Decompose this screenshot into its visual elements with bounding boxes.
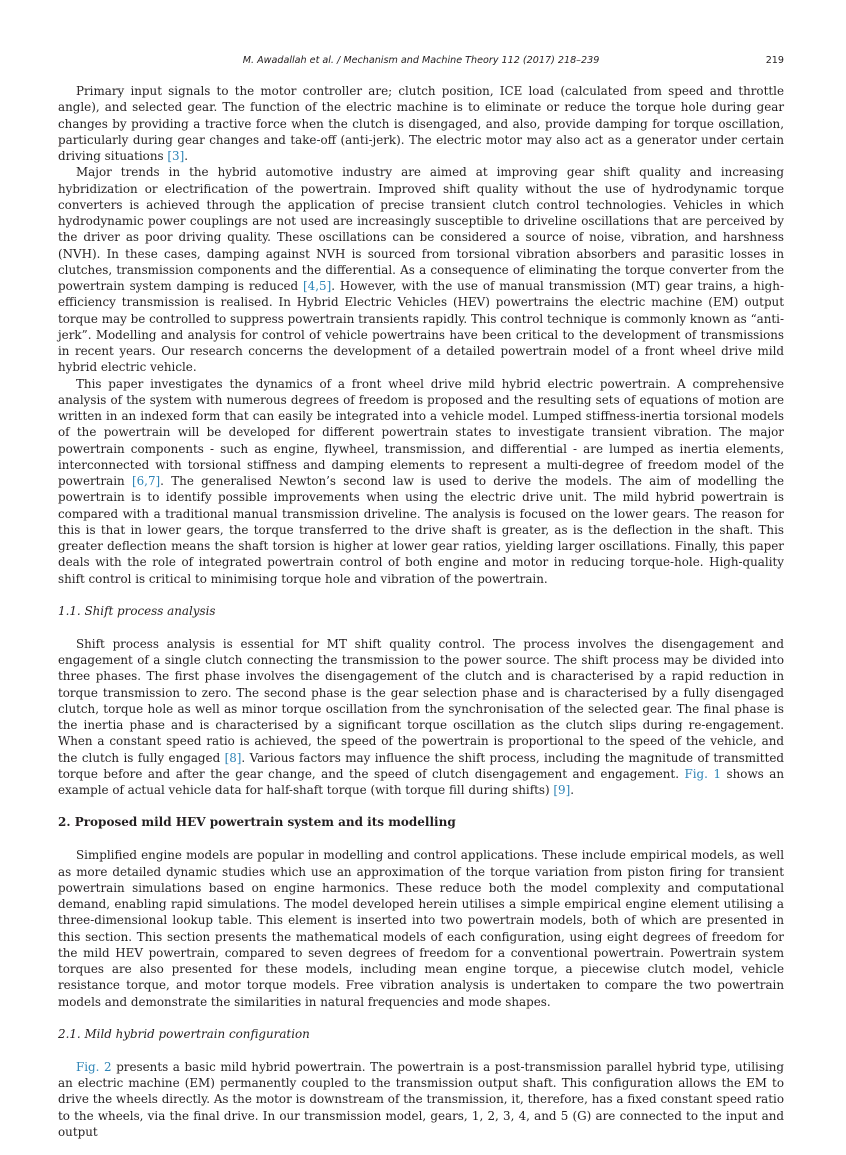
citation-link[interactable]: [8] [224, 750, 242, 765]
running-header [58, 55, 784, 69]
text-run: Major trends in the hybrid automotive industry are aimed at improving gear shift quality and increasing hybridization or electrification of the powertrain. Improved shift quality without the use of hydrodynamic torque converters is achieved through the application of precise transient clutch control technologies. Vehicles in which hydrodynamic power couplings are not used are increasingly susceptible to driveline oscillations that are perceived by the driver as poor driving quality. These oscillations can be considered a source of noise, vibration, and harshness (NVH). In these cases, damping against NVH is sourced from torsional vibration absorbers and parasitic losses in clutches, transmission components and the differential. As a consequence of eliminating the torque converter from the powertrain system damping is reduced [58, 165, 784, 293]
text-run: shows an example of actual vehicle data for half-shaft torque (with torque fill during shifts) [58, 766, 784, 797]
paragraph-major-trends [58, 164, 784, 375]
subsection-heading-mild-hybrid-config: 2.1. Mild hybrid powertrain configuration [58, 1026, 310, 1041]
paragraph-motor-controller [58, 83, 784, 164]
text-run: . [184, 149, 189, 163]
article-body [58, 83, 784, 1140]
text-run: Simplified engine models are popular in modelling and control applications. These include empirical models, as well as more detailed dynamic studies which use an approximation of the torque variation from piston firing for transient powertrain simulations based on engine harmonics. These reduce both the model complexity and computational demand, enabling rapid simulations. The model developed herein utilises a simple empirical engine element utilising a three-dimensional lookup table. This element is inserted into two powertrain models, both of which are presented in this section. This section presents the mathematical models of each configuration, using eight degrees of freedom for the mild HEV powertrain, compared to seven degrees of freedom for a conventional powertrain. Powertrain system torques are also presented for these models, including mean engine torque, a piecewise clutch model, vehicle resistance torque, and motor torque models. Free vibration analysis is undertaken to compare the two powertrain models and demonstrate the similarities in natural frequencies and mode shapes. [58, 848, 784, 1009]
citation-link[interactable]: [9] [553, 783, 571, 797]
spacer [58, 1042, 784, 1059]
citation-link[interactable]: [6,7] [131, 474, 161, 488]
paragraph-paper-investigates [58, 376, 784, 587]
text-run: Shift process analysis is essential for MT shift quality control. The process involves the disengagement and engagement of a single clutch connecting the transmission to the power source. The shift process may be divided into three phases. The first phase involves the disengagement of the clutch and is characterised by a rapid reduction in torque transmission to zero. The second phase is the gear selection phase and is characterised by a fully disengaged clutch, torque hole as well as minor torque oscillation from the synchronisation of the selected gear. The final phase is the inertia phase and is characterised by a significant torque oscillation as the clutch slips during re-engagement. When a constant speed ratio is achieved, the speed of the powertrain is proportional to the speed of the vehicle, and the clutch is fully engaged [58, 636, 784, 765]
paragraph-mild-hybrid-powertrain [58, 1059, 784, 1140]
text-run: presents a basic mild hybrid powertrain. The powertrain is a post-transmission parallel hybrid type, utilising an electric machine (EM) permanently coupled to the transmission output shaft. This configuration allows the EM to drive the wheels directly. As the motor is downstream of the transmission, it, therefore, has a fixed constant speed ratio to the wheels, via the final drive. In our transmission model, gears, 1, 2, 3, 4, and 5 (G) are connected to the input and output [58, 1059, 784, 1139]
figure-link[interactable]: Fig. 1 [684, 766, 722, 781]
paragraph-engine-models [58, 847, 784, 1010]
text-run: . [570, 783, 575, 797]
paragraph-shift-process [58, 636, 784, 799]
spacer [58, 830, 784, 847]
citation-link[interactable]: [4,5] [303, 279, 332, 293]
citation-link[interactable]: [3] [167, 149, 185, 163]
section-heading-proposed-system: 2. Proposed mild HEV powertrain system and its modelling [58, 815, 456, 830]
text-run: This paper investigates the dynamics of a front wheel drive mild hybrid electric powertrain. A comprehensive analysis of the system with numerous degrees of freedom is proposed and the resulting sets of equations of motion are written in an indexed form that can easily be integrated into a vehicle model. Lumped stiffness-inertia torsional models of the powertrain will be developed for different powertrain states to investigate transient vibration. The major powertrain components - such as engine, flywheel, transmission, and differential - are lumped as inertia elements, interconnected with torsional stiffness and damping elements to represent a multi-degree of freedom model of the powertrain [58, 376, 784, 488]
figure-link[interactable]: Fig. 2 [76, 1059, 112, 1074]
text-run: . The generalised Newton’s second law is used to derive the models. The aim of modelling the powertrain is to identify possible improvements when using the electric drive unit. The mild hybrid powertrain is compared with a traditional manual transmission driveline. The analysis is focused on the lower gears. The reason for this is that in lower gears, the torque transferred to the drive shaft is greater, as is the deflection in the shaft. This greater deflection means the shaft torsion is higher at lower gear ratios, yielding larger oscillations. Finally, this paper deals with the role of integrated powertrain control of both engine and motor in reducing torque-hole. High-quality shift control is critical to minimising torque hole and vibration of the powertrain. [58, 474, 784, 586]
running-title: M. Awadallah et al. / Mechanism and Machine Theory 112 (2017) 218–239 [242, 55, 600, 66]
subsection-heading-shift-process: 1.1. Shift process analysis [58, 603, 216, 618]
text-run: Primary input signals to the motor controller are; clutch position, ICE load (calculated from speed and throttle angle), and selected gear. The function of the electric machine is to eliminate or reduce the torque hole during gear changes by providing a tractive force when the clutch is disengaged, and also, provide damping for torque oscillation, particularly during gear changes and take-off (anti-jerk). The electric motor may also act as a generator under certain driving situations [58, 84, 784, 163]
text-run: . Various factors may influence the shift process, including the magnitude of transmitted torque before and after the gear change, and the speed of clutch disengagement and engagement. [58, 750, 784, 781]
spacer [58, 619, 784, 636]
page-number: 219 [765, 55, 784, 66]
text-run: . However, with the use of manual transmission (MT) gear trains, a high-efficiency transmission is realised. In Hybrid Electric Vehicles (HEV) powertrains the electric machine (EM) output torque may be controlled to suppress powertrain transients rapidly. This control technique is commonly known as “anti-jerk”. Modelling and analysis for control of vehicle powertrains have been critical to the development of transmissions in recent years. Our research concerns the development of a detailed powertrain model of a front wheel drive mild hybrid electric vehicle. [58, 279, 784, 375]
